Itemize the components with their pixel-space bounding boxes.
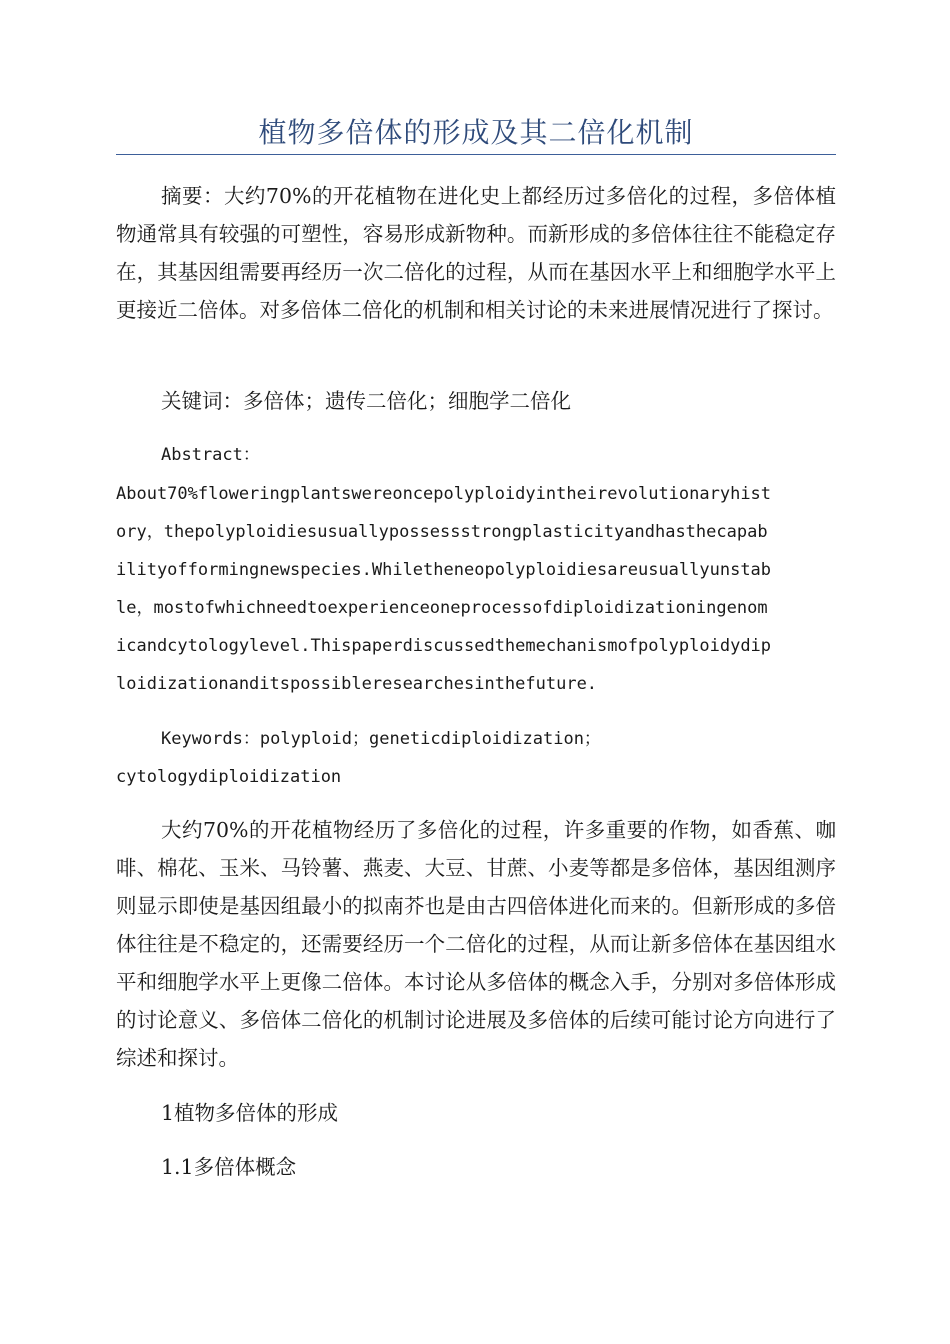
abstract-english-line: About70%floweringplantswereoncepolyploidyintheirevolutionaryhist (116, 484, 772, 504)
title-underline (116, 154, 836, 155)
section-heading-1: 1植物多倍体的形成 (161, 1101, 339, 1125)
keywords-english (116, 720, 836, 796)
intro-paragraph: 大约70%的开花植物经历了多倍化的过程，许多重要的作物，如香蕉、咖啡、棉花、玉米、马铃薯、燕麦、大豆、甘蔗、小麦等都是多倍体，基因组测序则显示即使是基因组最小的拟南芥也是由古四倍体进化而来的。但新形成的多倍体往往是不稳定的，还需要经历一个二倍化的过程，从而让新多倍体在基因组水平和细胞学水平上更像二倍体。本讨论从多倍体的概念入手，分别对多倍体形成的讨论意义、多倍体二倍化的机制讨论进展及多倍体的后续可能讨论方向进行了综述和探讨。 (116, 818, 836, 1070)
abstract-english-line: ilityofformingnewspecies.Whiletheneopolyploidiesareusuallyunstab (116, 560, 772, 580)
keywords-chinese: 关键词：多倍体；遗传二倍化；细胞学二倍化 (161, 389, 571, 413)
abstract-english-line: ory，thepolyploidiesusuallypossessstrongplasticityandhasthecapab (116, 522, 768, 542)
abstract-english-line: loidizationanditspossibleresearchesinthefuture. (116, 674, 598, 694)
keywords-english-line: Keywords：polyploid；geneticdiploidization； (161, 729, 601, 749)
abstract-english-body (116, 475, 836, 703)
section-heading-1-1: 1.1多倍体概念 (161, 1155, 297, 1179)
abstract-chinese: 摘要：大约70%的开花植物在进化史上都经历过多倍化的过程，多倍体植物通常具有较强的可塑性，容易形成新物种。而新形成的多倍体往往不能稳定存在，其基因组需要再经历一次二倍化的过程，从而在基因水平上和细胞学水平上更接近二倍体。对多倍体二倍化的机制和相关讨论的未来进展情况进行了探讨。 (116, 184, 836, 322)
keywords-english-line: cytologydiploidization (116, 767, 342, 787)
abstract-english-line: icandcytologylevel.Thispaperdiscussedthemechanismofpolyploidydip (116, 636, 772, 656)
abstract-english-line: le，mostofwhichneedtoexperienceoneprocessofdiploidizationingenom (116, 598, 768, 618)
document-title: 植物多倍体的形成及其二倍化机制 (258, 116, 694, 149)
abstract-english-label: Abstract： (161, 445, 260, 465)
